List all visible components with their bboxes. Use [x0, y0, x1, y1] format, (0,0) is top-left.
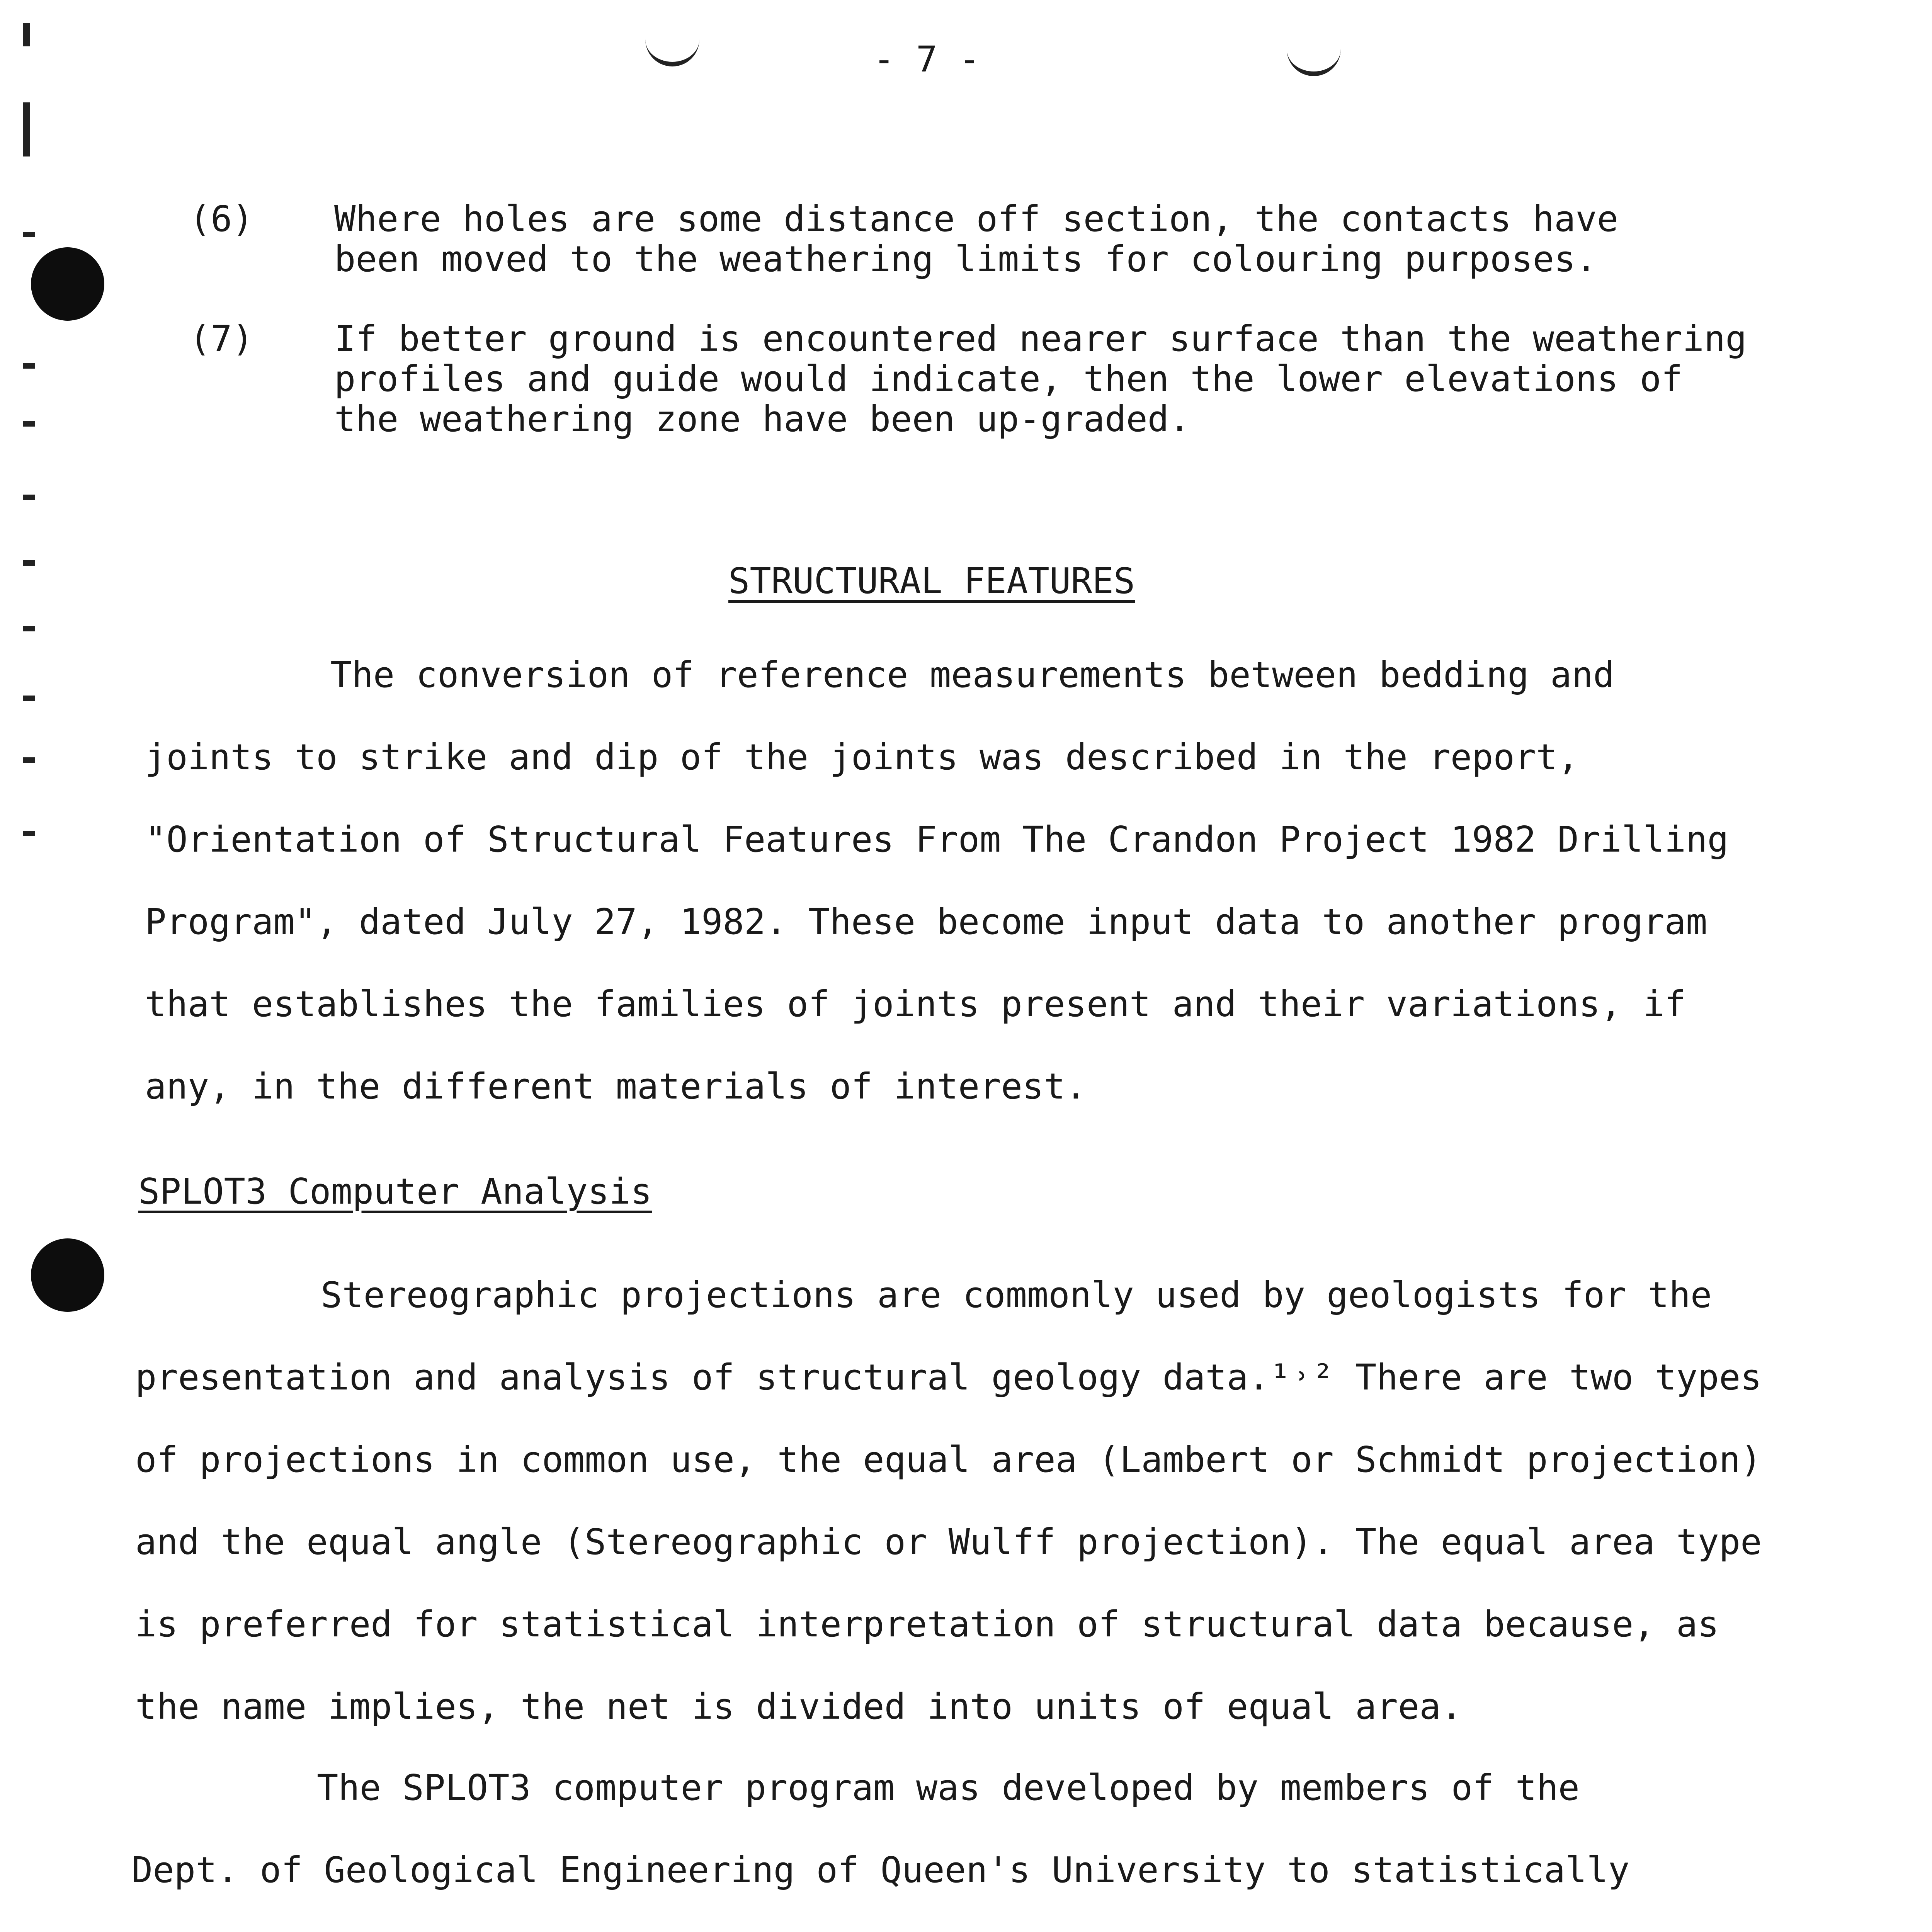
list-item-text: Where holes are some distance off section, the contacts have been moved to the weathering limits for colouring purposes. [334, 198, 1619, 280]
list-item-number: (7) [189, 318, 254, 359]
list-item-text: If better ground is encountered nearer surface than the weathering profiles and guide would indicate, then the lower elevations of the weathering zone have been up-graded. [334, 318, 1747, 440]
splot-paragraph: The SPLOT3 computer program was developed by members of the Dept. of Geological Engineering of Queen's University to statistically [131, 1767, 1630, 1891]
margin-mark [23, 626, 35, 631]
margin-mark [23, 102, 30, 156]
hole-punch [31, 1238, 104, 1312]
hole-punch [31, 247, 104, 321]
margin-mark [23, 560, 35, 566]
margin-mark [23, 23, 30, 46]
scan-curve-mark [645, 39, 699, 66]
margin-mark [23, 831, 35, 836]
margin-mark [23, 363, 35, 369]
scan-curve-mark [1287, 48, 1341, 76]
margin-mark [23, 757, 35, 763]
margin-mark [23, 696, 35, 701]
structural-paragraph: The conversion of reference measurements between bedding and joints to strike and dip of the joints was described in the report, "Orientation of Structural Features From The Crandon Project 1982 Drilling Program", dated July 27, 1982. These become input data to another program that establishes the families of joints present and their variations, if any, in the different materials of interest. [145, 654, 1729, 1107]
section-heading: STRUCTURAL FEATURES [728, 560, 1135, 602]
splot-paragraph: Stereographic projections are commonly used by geologists for the presentation and analysis of structural geology data.¹˒² There are two types of projections in common use, the equal area (Lambert or Schmidt projection) and the equal angle (Stereographic or Wulff projection). The equal area type is preferred for statistical interpretation of structural data because, as the name implies, the net is divided into units of equal area. [135, 1274, 1762, 1727]
page-number: - 7 - [873, 39, 980, 80]
margin-mark [23, 421, 35, 427]
margin-mark [23, 495, 35, 500]
list-item-number: (6) [189, 198, 254, 240]
subsection-heading: SPLOT3 Computer Analysis [138, 1171, 652, 1212]
margin-mark [23, 232, 35, 237]
